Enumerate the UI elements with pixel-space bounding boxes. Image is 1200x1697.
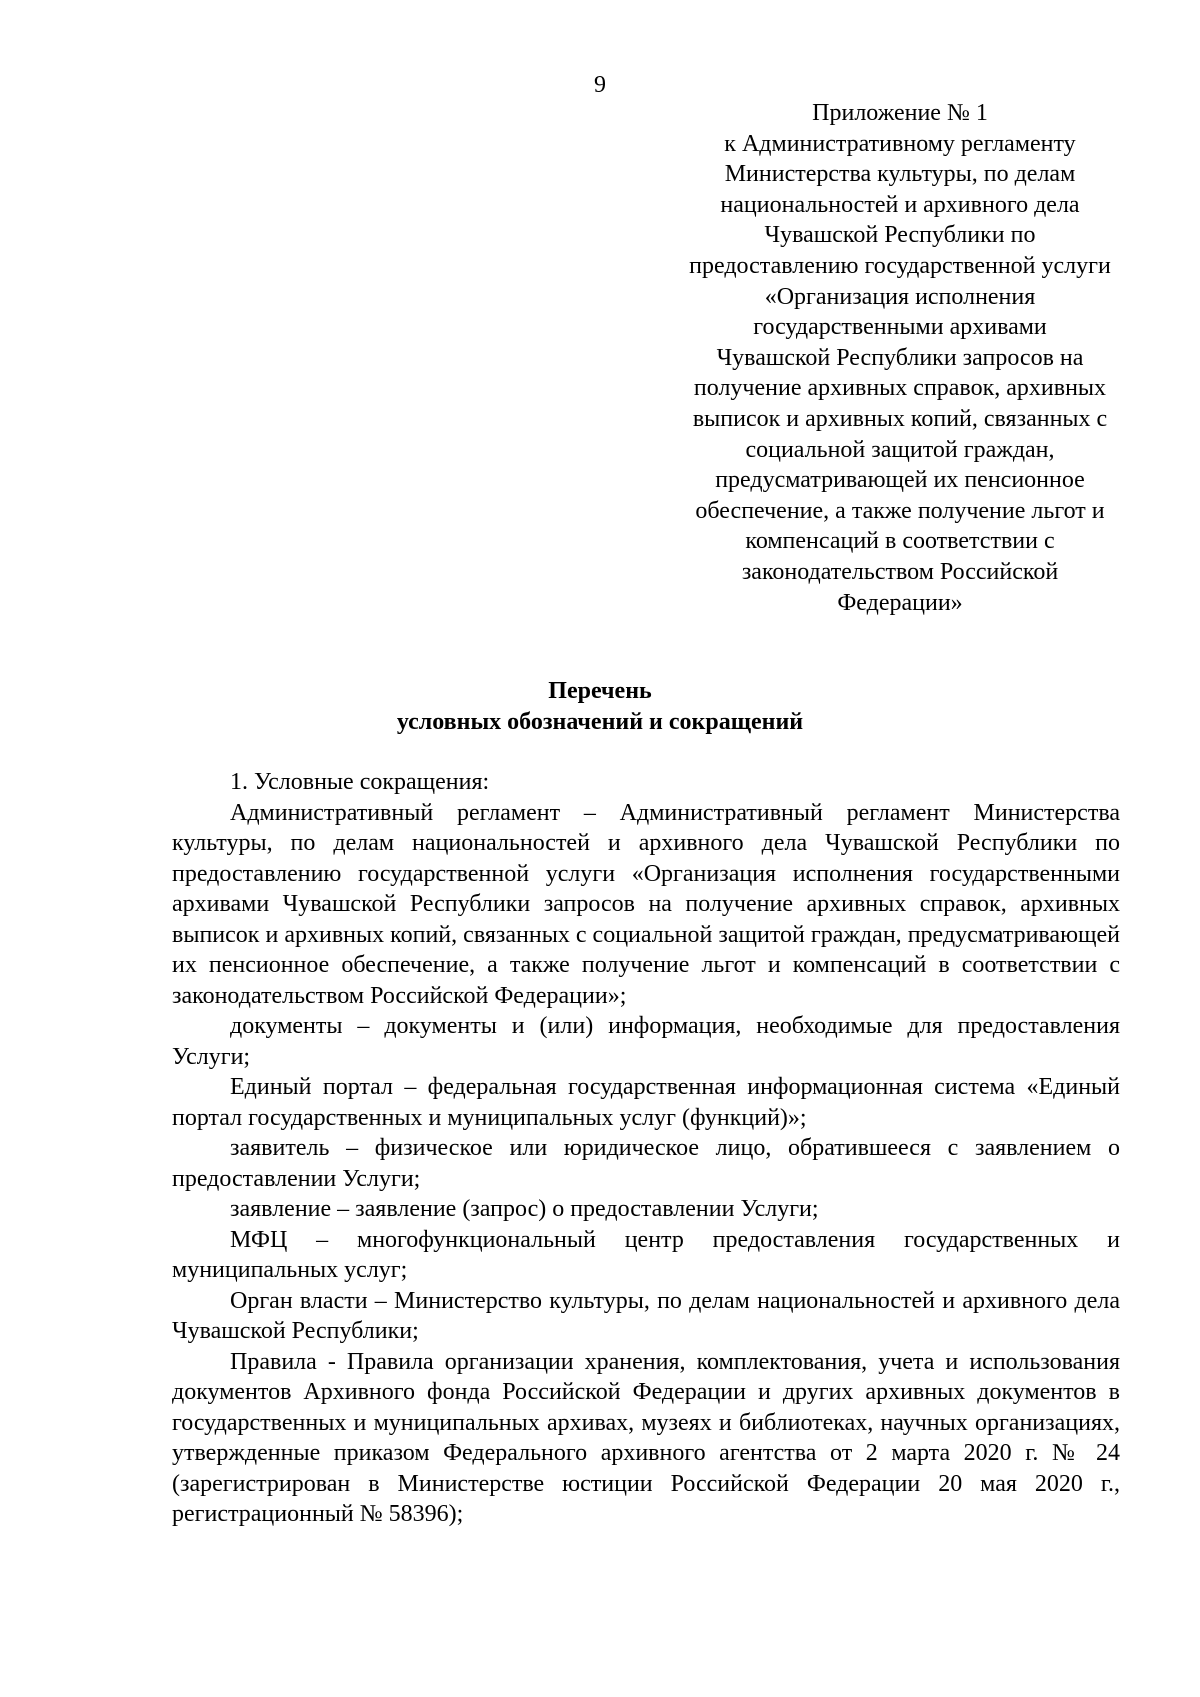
appendix-line: «Организация исполнения <box>764 283 1036 310</box>
definition-rules: Правила - Правила организации хранения, комплектования, учета и использования документов Архивного фонда Российской Федерации и других архивных документов в государственных и муниципальных архивах, музеях и библиотеках, научных организациях, утвержденные приказом Федерального архивного агентства от 2 марта 2020 г. № 24 (зарегистрирован в Министерстве юстиции Российской Федерации 20 мая 2020 г., регистрационный № 58396); <box>172 1348 1120 1527</box>
appendix-line: обеспечение, а также получение льгот и <box>695 497 1105 524</box>
document-body <box>172 767 1120 1530</box>
appendix-line: социальной защитой граждан, <box>745 436 1055 463</box>
appendix-line: Федерации» <box>837 589 963 616</box>
title-line-1: Перечень <box>548 678 652 704</box>
definition-application: заявление – заявление (запрос) о предоставлении Услуги; <box>230 1196 819 1222</box>
appendix-header <box>640 98 1160 618</box>
section-heading: 1. Условные сокращения: <box>230 769 490 795</box>
page-number: 9 <box>594 72 606 98</box>
appendix-line: национальностей и архивного дела <box>720 191 1080 218</box>
appendix-line: законодательством Российской <box>741 558 1059 585</box>
appendix-line: Приложение № 1 <box>812 100 988 126</box>
document-title <box>0 676 1200 737</box>
title-line-2: условных обозначений и сокращений <box>396 708 804 735</box>
appendix-line: предусматривающей их пенсионное <box>715 467 1085 494</box>
definition-unified-portal: Единый портал – федеральная государственная информационная система «Единый портал государственных и муниципальных услуг (функций)»; <box>172 1074 1120 1131</box>
appendix-line: выписок и архивных копий, связанных с <box>692 405 1108 432</box>
definition-administrative-regulation: Административный регламент – Административный регламент Министерства культуры, по делам национальностей и архивного дела Чувашской Республики по предоставлению государственной услуги «Организация исполнения государственными архивами Чувашской Республики запросов на получение архивных справок, архивных выписок и архивных копий, связанных с социальной защитой граждан, предусматривающей их пенсионное обеспечение, а также получение льгот и компенсаций в соответствии с законодательством Российской Федерации»; <box>172 799 1120 1009</box>
appendix-line: получение архивных справок, архивных <box>693 375 1107 402</box>
appendix-line: государственными архивами <box>753 314 1047 341</box>
appendix-line: Министерства культуры, по делам <box>724 161 1076 188</box>
definition-mfc: МФЦ – многофункциональный центр предоставления государственных и муниципальных услуг; <box>172 1226 1120 1283</box>
appendix-line: Чувашской Республики запросов на <box>716 344 1084 371</box>
definition-applicant: заявитель – физическое или юридическое лицо, обратившееся с заявлением о предоставлении Услуги; <box>172 1135 1120 1192</box>
appendix-line: предоставлению государственной услуги <box>689 252 1111 279</box>
definition-documents: документы – документы и (или) информация, необходимые для предоставления Услуги; <box>172 1013 1120 1070</box>
appendix-line: компенсаций в соответствии с <box>745 528 1055 555</box>
appendix-line: Чувашской Республики по <box>764 222 1036 249</box>
definition-authority: Орган власти – Министерство культуры, по делам национальностей и архивного дела Чувашской Республики; <box>172 1287 1120 1344</box>
appendix-line: к Административному регламенту <box>724 130 1076 157</box>
